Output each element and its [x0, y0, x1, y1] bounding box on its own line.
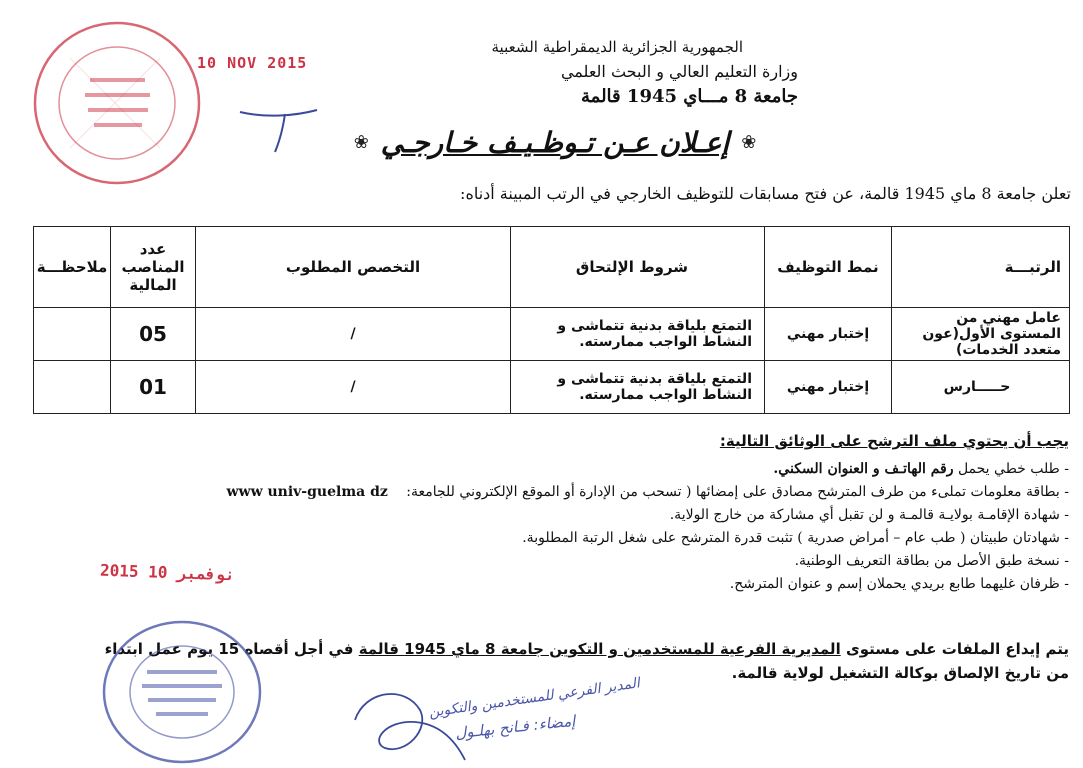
deposit-office: المديرية الفرعية للمستخدمين و التكوين جامعة 8 ماي 1945 قالمة [358, 640, 841, 658]
table-row [34, 308, 1070, 361]
cell-conditions: التمتع بلياقة بدنية تتماشى و النشاط الواجب ممارسته. [511, 308, 765, 361]
cell-specialty: / [196, 361, 511, 414]
header-count: عدد المناصب المالية [111, 227, 196, 308]
list-item [169, 527, 1069, 550]
item-text: - طلب خطي يحمل [953, 461, 1069, 477]
cell-note [34, 308, 111, 361]
header-rank: الرتبـــة [892, 227, 1070, 308]
cell-count: 01 [111, 361, 196, 414]
list-item [169, 573, 1069, 596]
handwritten-mark [235, 100, 325, 160]
signature-name: إمضاء: فـانح بهلـول [454, 711, 577, 743]
table-row [34, 361, 1070, 414]
ornament-icon: ❀ [353, 131, 369, 153]
header-specialty: التخصص المطلوب [196, 227, 511, 308]
deposit-text-1: يتم إيداع الملفات على مستوى [840, 640, 1069, 658]
item-text: - بطاقة معلومات تملىء من طرف المترشح مصادق على إمضائها ( تسحب من الإدارة أو الموقع الإلكتروني للجامعة: [406, 484, 1069, 500]
handwritten-signature [345, 680, 475, 765]
received-date-stamp: 10 NOV 2015 [197, 54, 308, 72]
item-text: - ظرفان غليهما طابع بريدي يحملان إسم و عنوان المترشح. [729, 576, 1069, 592]
item-text: - نسخة طبق الأصل من بطاقة التعريف الوطنية. [794, 553, 1069, 569]
item-text: - شهادتان طبيتان ( طب عام – أمراض صدرية ) تثبت قدرة المترشح على شغل الرتبة المطلوبة. [522, 530, 1069, 546]
handwritten-date: 2015 نوفمبر 10 [99, 560, 236, 585]
republic-header: الجمهورية الجزائرية الديمقراطية الشعبية [491, 38, 743, 56]
cell-note [34, 361, 111, 414]
list-item [169, 481, 1069, 504]
header-note: ملاحظـــة [34, 227, 111, 308]
list-item [169, 504, 1069, 527]
cell-count: 05 [111, 308, 196, 361]
item-bold-text: رقم الهاتـف و العنوان السكني. [773, 461, 954, 477]
ornament-icon: ❀ [741, 131, 757, 153]
official-stamp-blue [92, 612, 272, 767]
cell-rank: حـــــارس [892, 361, 1070, 414]
cell-conditions: التمتع بلياقة بدنية تتماشى و النشاط الواجب ممارسته. [511, 361, 765, 414]
list-item [169, 550, 1069, 573]
ministry-header: وزارة التعليم العالي و البحث العلمي [560, 62, 798, 81]
positions-table [33, 226, 1070, 414]
cell-rank: عامل مهني من المستوى الأول(عون متعدد الخدمات) [892, 308, 1070, 361]
signature-title: المدير الفرعي للمستخدمين والتكوين [427, 675, 641, 721]
deposit-text-2: في أجل أقصاه 15 يوم عمل ابتداء من تاريخ الإلصاق بوكالة التشغيل لولاية قالمة. [104, 640, 1069, 682]
header-conditions: شروط الإلتحاق [511, 227, 765, 308]
announcement-title-block [345, 118, 765, 166]
university-website-link[interactable]: www univ-guelma dz [226, 484, 388, 500]
item-text: - شهادة الإقامـة بولايـة قالمـة و لن تقبل أي مشاركة من خارج الولاية. [669, 507, 1069, 523]
documents-heading: يجب أن يحتوي ملف الترشح على الوثائق التالية: [719, 432, 1069, 450]
announcement-title: إعـلان عـن تـوظـيـف خـارجـي [380, 125, 730, 159]
table-header-row [34, 227, 1070, 308]
cell-mode: إختبار مهني [765, 361, 892, 414]
cell-specialty: / [196, 308, 511, 361]
university-header: جامعة 8 مـــاي 1945 قالمة [581, 86, 798, 107]
list-item [169, 458, 1069, 481]
cell-mode: إختبار مهني [765, 308, 892, 361]
documents-list [169, 458, 1069, 596]
official-stamp-red [30, 18, 205, 188]
header-mode: نمط التوظيف [765, 227, 892, 308]
intro-text: تعلن جامعة 8 ماي 1945 قالمة، عن فتح مسابقات للتوظيف الخارجي في الرتب المبينة أدناه: [460, 184, 1071, 203]
